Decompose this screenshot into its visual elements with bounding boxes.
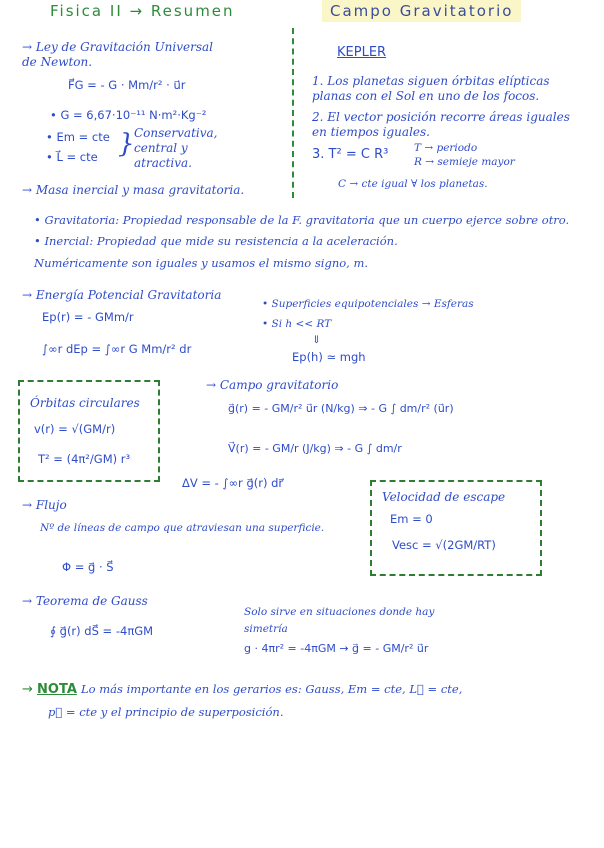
campo-g: g⃗(r) = - GM/r² u⃗r (N/kg) ⇒ - G ∫ dm/r² (u⃗r) (228, 402, 454, 415)
energia-altura: Ep(h) ≃ mgh (292, 350, 366, 364)
brace: } (118, 129, 135, 159)
column-divider (292, 28, 294, 198)
kepler-t-note: T → periodo (414, 142, 478, 154)
kepler-law-1: 1. Los planetas siguen órbitas elípticas planas con el Sol en uno de los focos. (312, 74, 550, 103)
orbitas-period: T² = (4π²/GM) r³ (38, 452, 131, 466)
gauss-heading-text: Teorema de Gauss (35, 594, 148, 608)
energy-conserved: • Em = cte (46, 130, 110, 144)
orbitas-velocity: v(r) = √(GM/r) (34, 422, 116, 436)
energy-conserved-text: Em = cte (56, 130, 110, 144)
angular-momentum-text: L⃗ = cte (56, 150, 98, 164)
campo-potential: V⃗(r) = - GM/r (J/kg) ⇒ - G ∫ dm/r (228, 442, 402, 455)
nota-block (22, 682, 462, 697)
gauss-heading: → Teorema de Gauss (22, 594, 148, 608)
title-subject: Fisica II (50, 2, 123, 20)
flujo-heading: → Flujo (22, 498, 67, 512)
force-properties: Conservativa, central y atractiva. (134, 126, 218, 170)
gravitational-constant: • G = 6,67·10⁻¹¹ N·m²·Kg⁻² (50, 108, 207, 122)
gauss-note: Solo sirve en situaciones donde hay simetría (244, 606, 435, 635)
nota-label: NOTA (37, 682, 77, 697)
masa-heading-text: Masa inercial y masa gravitatoria. (35, 183, 245, 197)
condicion-altura: • Si h << RT (262, 318, 332, 330)
campo-heading: → Campo gravitatorio (206, 378, 339, 392)
kepler-law-2-text: El vector posición recorre áreas iguales en tiempos iguales. (312, 110, 570, 139)
condicion-altura-text: Si h << RT (271, 318, 332, 330)
flujo-heading-text: Flujo (35, 498, 67, 512)
title-arrow-icon: → (129, 2, 145, 20)
escape-heading: Velocidad de escape (382, 490, 506, 504)
kepler-law-3-text: T² = C R³ (328, 147, 389, 162)
page-title (50, 2, 235, 20)
escape-energy: Em = 0 (390, 512, 433, 526)
nota-text-1: Lo más importante en los gerarios es: Gauss, Em = cte, L⃗ = cte, (81, 682, 463, 696)
newton-heading: → Ley de Gravitación Universal de Newton. (22, 40, 213, 69)
kepler-law-2: 2. El vector posición recorre áreas iguales en tiempos iguales. (312, 110, 570, 139)
escape-velocity: Vesc = √(2GM/RT) (392, 538, 496, 552)
masa-gravitatoria: • Gravitatoria: Propiedad responsable de la F. gravitatoria que un cuerpo ejerce sobre otro. (34, 213, 570, 227)
masa-heading: → Masa inercial y masa gravitatoria. (22, 183, 245, 197)
masa-numerica: Numéricamente son iguales y usamos el mismo signo, m. (34, 256, 369, 270)
title-summary: Resumen (150, 2, 235, 20)
kepler-r-note: R → semieje mayor (414, 156, 515, 168)
gauss-derivation: g · 4πr² = -4πGM → g⃗ = - GM/r² u⃗r (244, 642, 429, 655)
nota-arrow-icon: → (22, 682, 33, 697)
kepler-law-3: 3. T² = C R³ (312, 147, 389, 162)
kepler-law-1-text: Los planetas siguen órbitas elípticas planas con el Sol en uno de los focos. (312, 74, 550, 103)
section-title: Campo Gravitatorio (322, 0, 521, 22)
campo-heading-text: Campo gravitatorio (219, 378, 339, 392)
kepler-heading: KEPLER (337, 45, 387, 60)
energia-heading-text: Energía Potencial Gravitatoria (35, 288, 222, 302)
gravitational-constant-text: G = 6,67·10⁻¹¹ N·m²·Kg⁻² (60, 108, 207, 122)
down-arrow-icon: ⇓ (312, 334, 321, 346)
angular-momentum-conserved: • L⃗ = cte (46, 150, 98, 164)
energia-heading: → Energía Potencial Gravitatoria (22, 288, 222, 302)
kepler-c-note: C → cte igual ∀ los planetas. (338, 178, 488, 190)
gauss-formula: ∮ g⃗(r) dS⃗ = -4πGM (50, 624, 154, 638)
flujo-formula: Φ = g⃗ · S⃗ (62, 560, 114, 574)
masa-gravitatoria-text: Gravitatoria: Propiedad responsable de la F. gravitatoria que un cuerpo ejerce sobre otro. (44, 213, 570, 227)
orbitas-heading: Órbitas circulares (30, 396, 140, 410)
superficies-equipotenciales: • Superficies equipotenciales → Esferas (262, 298, 474, 310)
masa-inercial-text: Inercial: Propiedad que mide su resistencia a la aceleración. (44, 234, 398, 248)
nota-text-2: p⃗ = cte y el principio de superposición. (48, 705, 284, 719)
flujo-description: Nº de líneas de campo que atraviesan una superficie. (40, 522, 325, 534)
superficies-text: Superficies equipotenciales → Esferas (271, 298, 474, 310)
energia-formula: Ep(r) = - GMm/r (42, 310, 134, 324)
energia-integral: ∫∞r dEp = ∫∞r G Mm/r² dr (42, 342, 192, 356)
newton-force-formula: F⃗G = - G · Mm/r² · u⃗r (68, 78, 186, 92)
newton-heading-text: Ley de Gravitación Universal de Newton. (22, 40, 213, 69)
masa-inercial: • Inercial: Propiedad que mide su resistencia a la aceleración. (34, 234, 398, 248)
delta-v: ΔV = - ∫∞r g⃗(r) dr⃗ (182, 476, 284, 490)
